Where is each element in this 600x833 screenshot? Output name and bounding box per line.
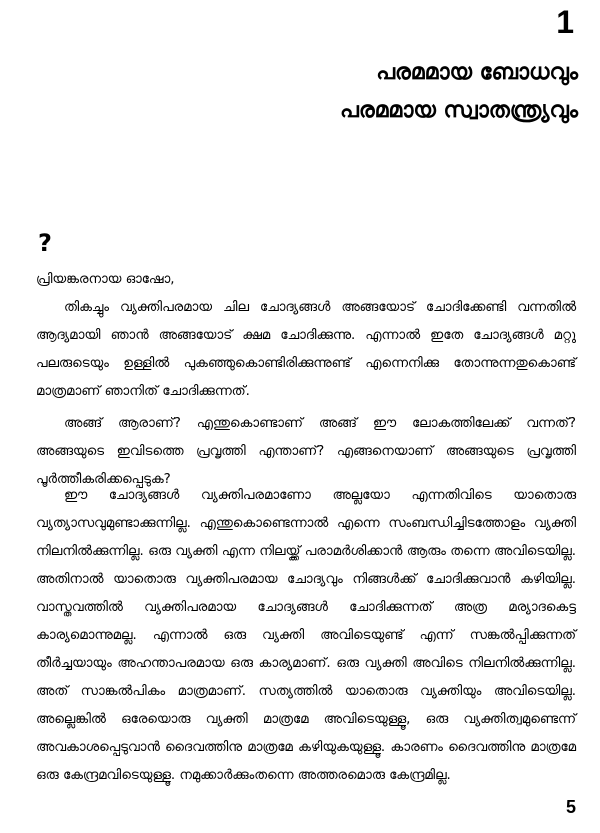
question-paragraph-1: തികച്ചും വ്യക്തിപരമായ ചില ചോദ്യങ്ങൾ അങ്ങയോട് ചോദിക്കേണ്ടി വന്നതിൽ ആദ്യമായി ഞാൻ അങ്ങയോട് ക്ഷമ ചോദിക്കുന്നു. എന്നാൽ ഇതേ ചോദ്യങ്ങൾ മറ്റു പലരുടെയും ഉള്ളിൽ പുകഞ്ഞുകൊണ്ടിരിക്കുന്നുണ്ട് എന്നെനിക്കു തോന്നുന്നതുകൊണ്ട് മാത്രമാണ് ഞാനിത് ചോദിക്കുന്നത്.	[36, 300, 576, 399]
chapter-title-line-2: പരമമായ സ്വാതന്ത്ര്യവും	[340, 98, 578, 123]
answer-section	[36, 482, 576, 790]
question-mark: ?	[38, 229, 52, 257]
question-salutation: പ്രിയങ്കരനായ ഓഷോ,	[36, 272, 175, 287]
chapter-title	[118, 54, 578, 130]
question-section	[36, 266, 576, 494]
chapter-title-line-1: പരമമായ ബോധവും	[376, 60, 578, 85]
question-paragraph-2: അങ്ങ് ആരാണ്? എന്തുകൊണ്ടാണ് അങ്ങ് ഈ ലോകത്തിലേക്ക് വന്നത്? അങ്ങയുടെ ഇവിടത്തെ പ്രവൃത്തി എന്താണ്? എങ്ങനെയാണ് അങ്ങയുടെ പ്രവൃത്തി പൂർത്തീകരിക്കപ്പെടുക?	[36, 416, 576, 487]
chapter-number: 1	[556, 4, 574, 40]
page-number: 5	[565, 797, 576, 817]
answer-paragraph-1: ഈ ചോദ്യങ്ങൾ വ്യക്തിപരമാണോ അല്ലയോ എന്നതിവിടെ യാതൊരു വ്യത്യാസവുമുണ്ടാക്കുന്നില്ല. എന്തുകൊണ്ടെന്നാൽ എന്നെ സംബന്ധിച്ചിടത്തോളം വ്യക്തി നിലനിൽക്കുന്നില്ല. ഒരു വ്യക്തി എന്ന നിലയ്ക്ക് പരാമർശിക്കാൻ ആരും തന്നെ അവിടെയില്ല. അതിനാൽ യാതൊരു വ്യക്തിപരമായ ചോദ്യവും നിങ്ങൾക്ക് ചോദിക്കുവാൻ കഴിയില്ല. വാസ്തവത്തിൽ വ്യക്തിപരമായ ചോദ്യങ്ങൾ ചോദിക്കുന്നത് അത്ര മര്യാദകെട്ട കാര്യമൊന്നുമല്ല. എന്നാൽ ഒരു വ്യക്തി അവിടെയുണ്ട് എന്ന് സങ്കൽപ്പിക്കുന്നത് തീർച്ചയായും അഹന്താപരമായ ഒരു കാര്യമാണ്. ഒരു വ്യക്തി അവിടെ നിലനിൽക്കുന്നില്ല. അത് സാങ്കൽപികം മാത്രമാണ്. സത്യത്തിൽ യാതൊരു വ്യക്തിയും അവിടെയില്ല. അല്ലെങ്കിൽ ഒരേയൊരു വ്യക്തി മാത്രമേ അവിടെയുള്ളൂ, ഒരു വ്യക്തിത്വമുണ്ടെന്ന് അവകാശപ്പെടുവാൻ ദൈവത്തിനു മാത്രമേ കഴിയുകയുള്ളൂ. കാരണം ദൈവത്തിനു മാത്രമേ ഒരു കേന്ദ്രമവിടെയുള്ളൂ. നമുക്കാർക്കുംതന്നെ അത്തരമൊരു കേന്ദ്രമില്ല.	[36, 488, 576, 783]
